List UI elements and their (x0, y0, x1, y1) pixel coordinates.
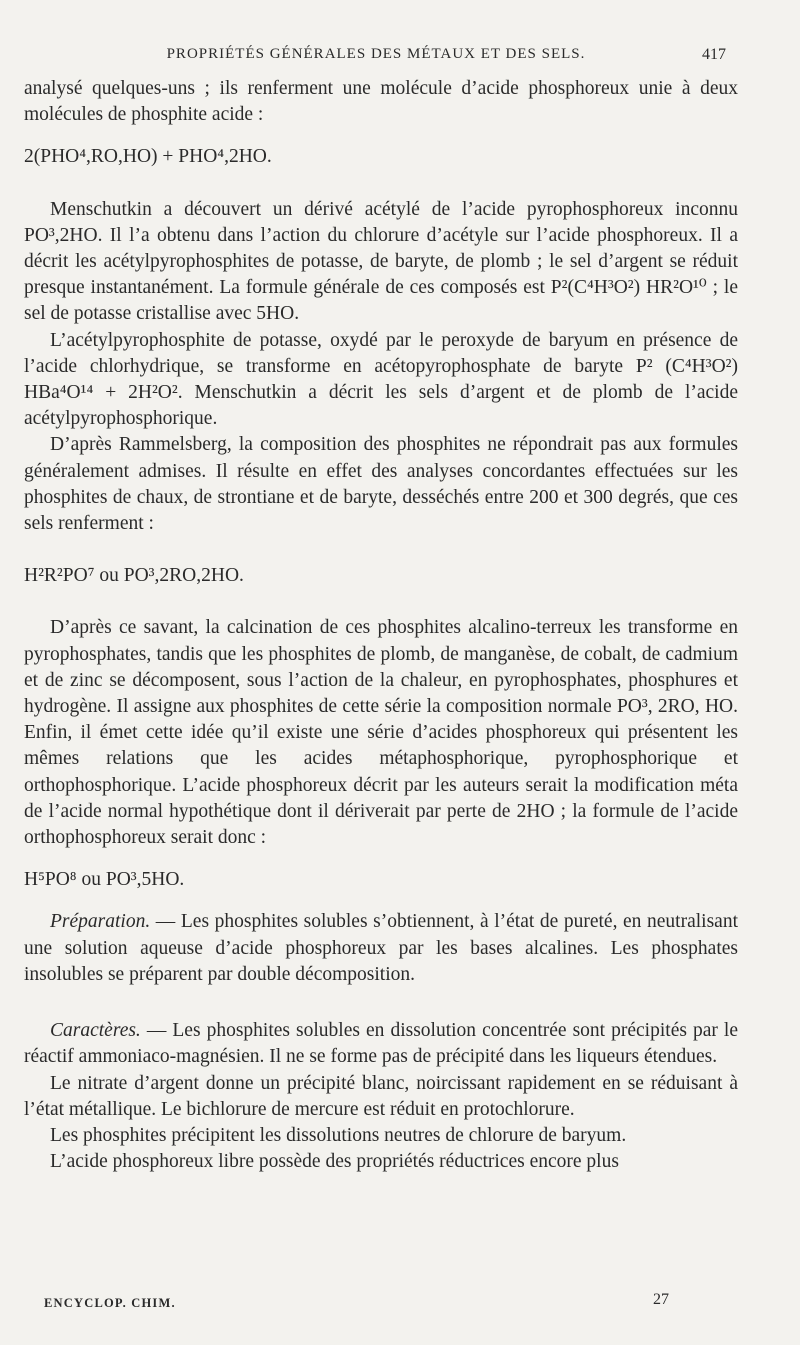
page-body (24, 76, 738, 1175)
paragraph-3: L’acétylpyrophosphite de potasse, oxydé par le peroxyde de baryum en présence de l’acide chlorhydrique, se transforme en acétopyrophosphate de baryte P² (C⁴H³O²) HBa⁴O¹⁴ + 2H²O². Menschutkin a décrit les sels d’argent et de plomb de l’acide acétylpyrophosphorique. (24, 329, 738, 430)
paragraph-8: L’acide phosphoreux libre possède des propriétés réductrices encore plus (50, 1151, 619, 1173)
preparation-heading: Préparation. (50, 911, 151, 933)
paragraph-4: D’après Rammelsberg, la composition des phosphites ne répondrait pas aux formules généralement admises. Il résulte en effet des analyses concordantes effectuées sur les phosphites de chaux, de strontiane et de baryte, desséchés entre 200 et 300 degrés, que ces sels renferment : (24, 434, 738, 535)
formula-1: 2(PHO⁴,RO,HO) + PHO⁴,2HO. (24, 146, 272, 168)
characters-paragraph (24, 1018, 738, 1070)
characters-text: — Les phosphites solubles en dissolution concentrée sont précipités par le réactif ammoniaco-magnésien. Il ne se forme pas de précipité dans les liqueurs étendues. (24, 1020, 738, 1068)
characters-heading: Caractères. (50, 1020, 141, 1042)
paragraph-6: Le nitrate d’argent donne un précipité blanc, noircissant rapidement en se réduisant à l’état métallique. Le bichlorure de mercure est réduit en protochlorure. (24, 1072, 738, 1120)
sheet-number: 27 (653, 1291, 669, 1308)
paragraph-2: Menschutkin a découvert un dérivé acétylé de l’acide pyrophosphoreux inconnu PO³,2HO. Il l’a obtenu dans l’action du chlorure d’acétyle sur l’acide phosphoreux. Il a décrit les acétylpyrophosphites de potasse, de baryte, de plomb ; le sel d’argent se réduit presque instantanément. La formule générale de ces composés est P²(C⁴H³O²) HR²O¹⁰ ; le sel de potasse cristallise avec 5HO. (24, 198, 738, 325)
preparation-text: — Les phosphites solubles s’obtiennent, à l’état de pureté, en neutralisant une solution aqueuse d’acide phosphoreux par les bases alcalines. Les phosphates insolubles se préparent par double décomposition. (24, 911, 738, 985)
preparation-paragraph (24, 909, 738, 988)
signature-mark: ENCYCLOP. CHIM. (44, 1296, 176, 1310)
formula-3: H⁵PO⁸ ou PO³,5HO. (24, 869, 185, 891)
page-number: 417 (702, 46, 726, 63)
paragraph-7: Les phosphites précipitent les dissolutions neutres de chlorure de baryum. (50, 1124, 627, 1146)
paragraph-1: analysé quelques-uns ; ils renferment une molécule d’acide phosphoreux unie à deux molécules de phosphite acide : (24, 78, 738, 126)
paragraph-5: D’après ce savant, la calcination de ces phosphites alcalino-terreux les transforme en pyrophosphates, tandis que les phosphites de plomb, de manganèse, de cobalt, de cadmium et de zinc se décomposent, sous l’action de la chaleur, en pyrophosphates, phosphures et hydrogène. Il assigne aux phosphites de cette série la composition normale PO³, 2RO, HO. Enfin, il émet cette idée qu’il existe une série d’acides phosphoreux qui présentent les mêmes relations que les acides métaphosphorique, pyrophosphorique et orthophosphorique. L’acide phosphoreux décrit par les auteurs serait la modification méta de l’acide normal hypothétique dont il dériverait par perte de 2HO ; la formule de l’acide orthophosphoreux serait donc : (24, 617, 738, 849)
formula-2: H²R²PO⁷ ou PO³,2RO,2HO. (24, 565, 244, 587)
running-title: PROPRIÉTÉS GÉNÉRALES DES MÉTAUX ET DES SELS. (166, 46, 586, 62)
